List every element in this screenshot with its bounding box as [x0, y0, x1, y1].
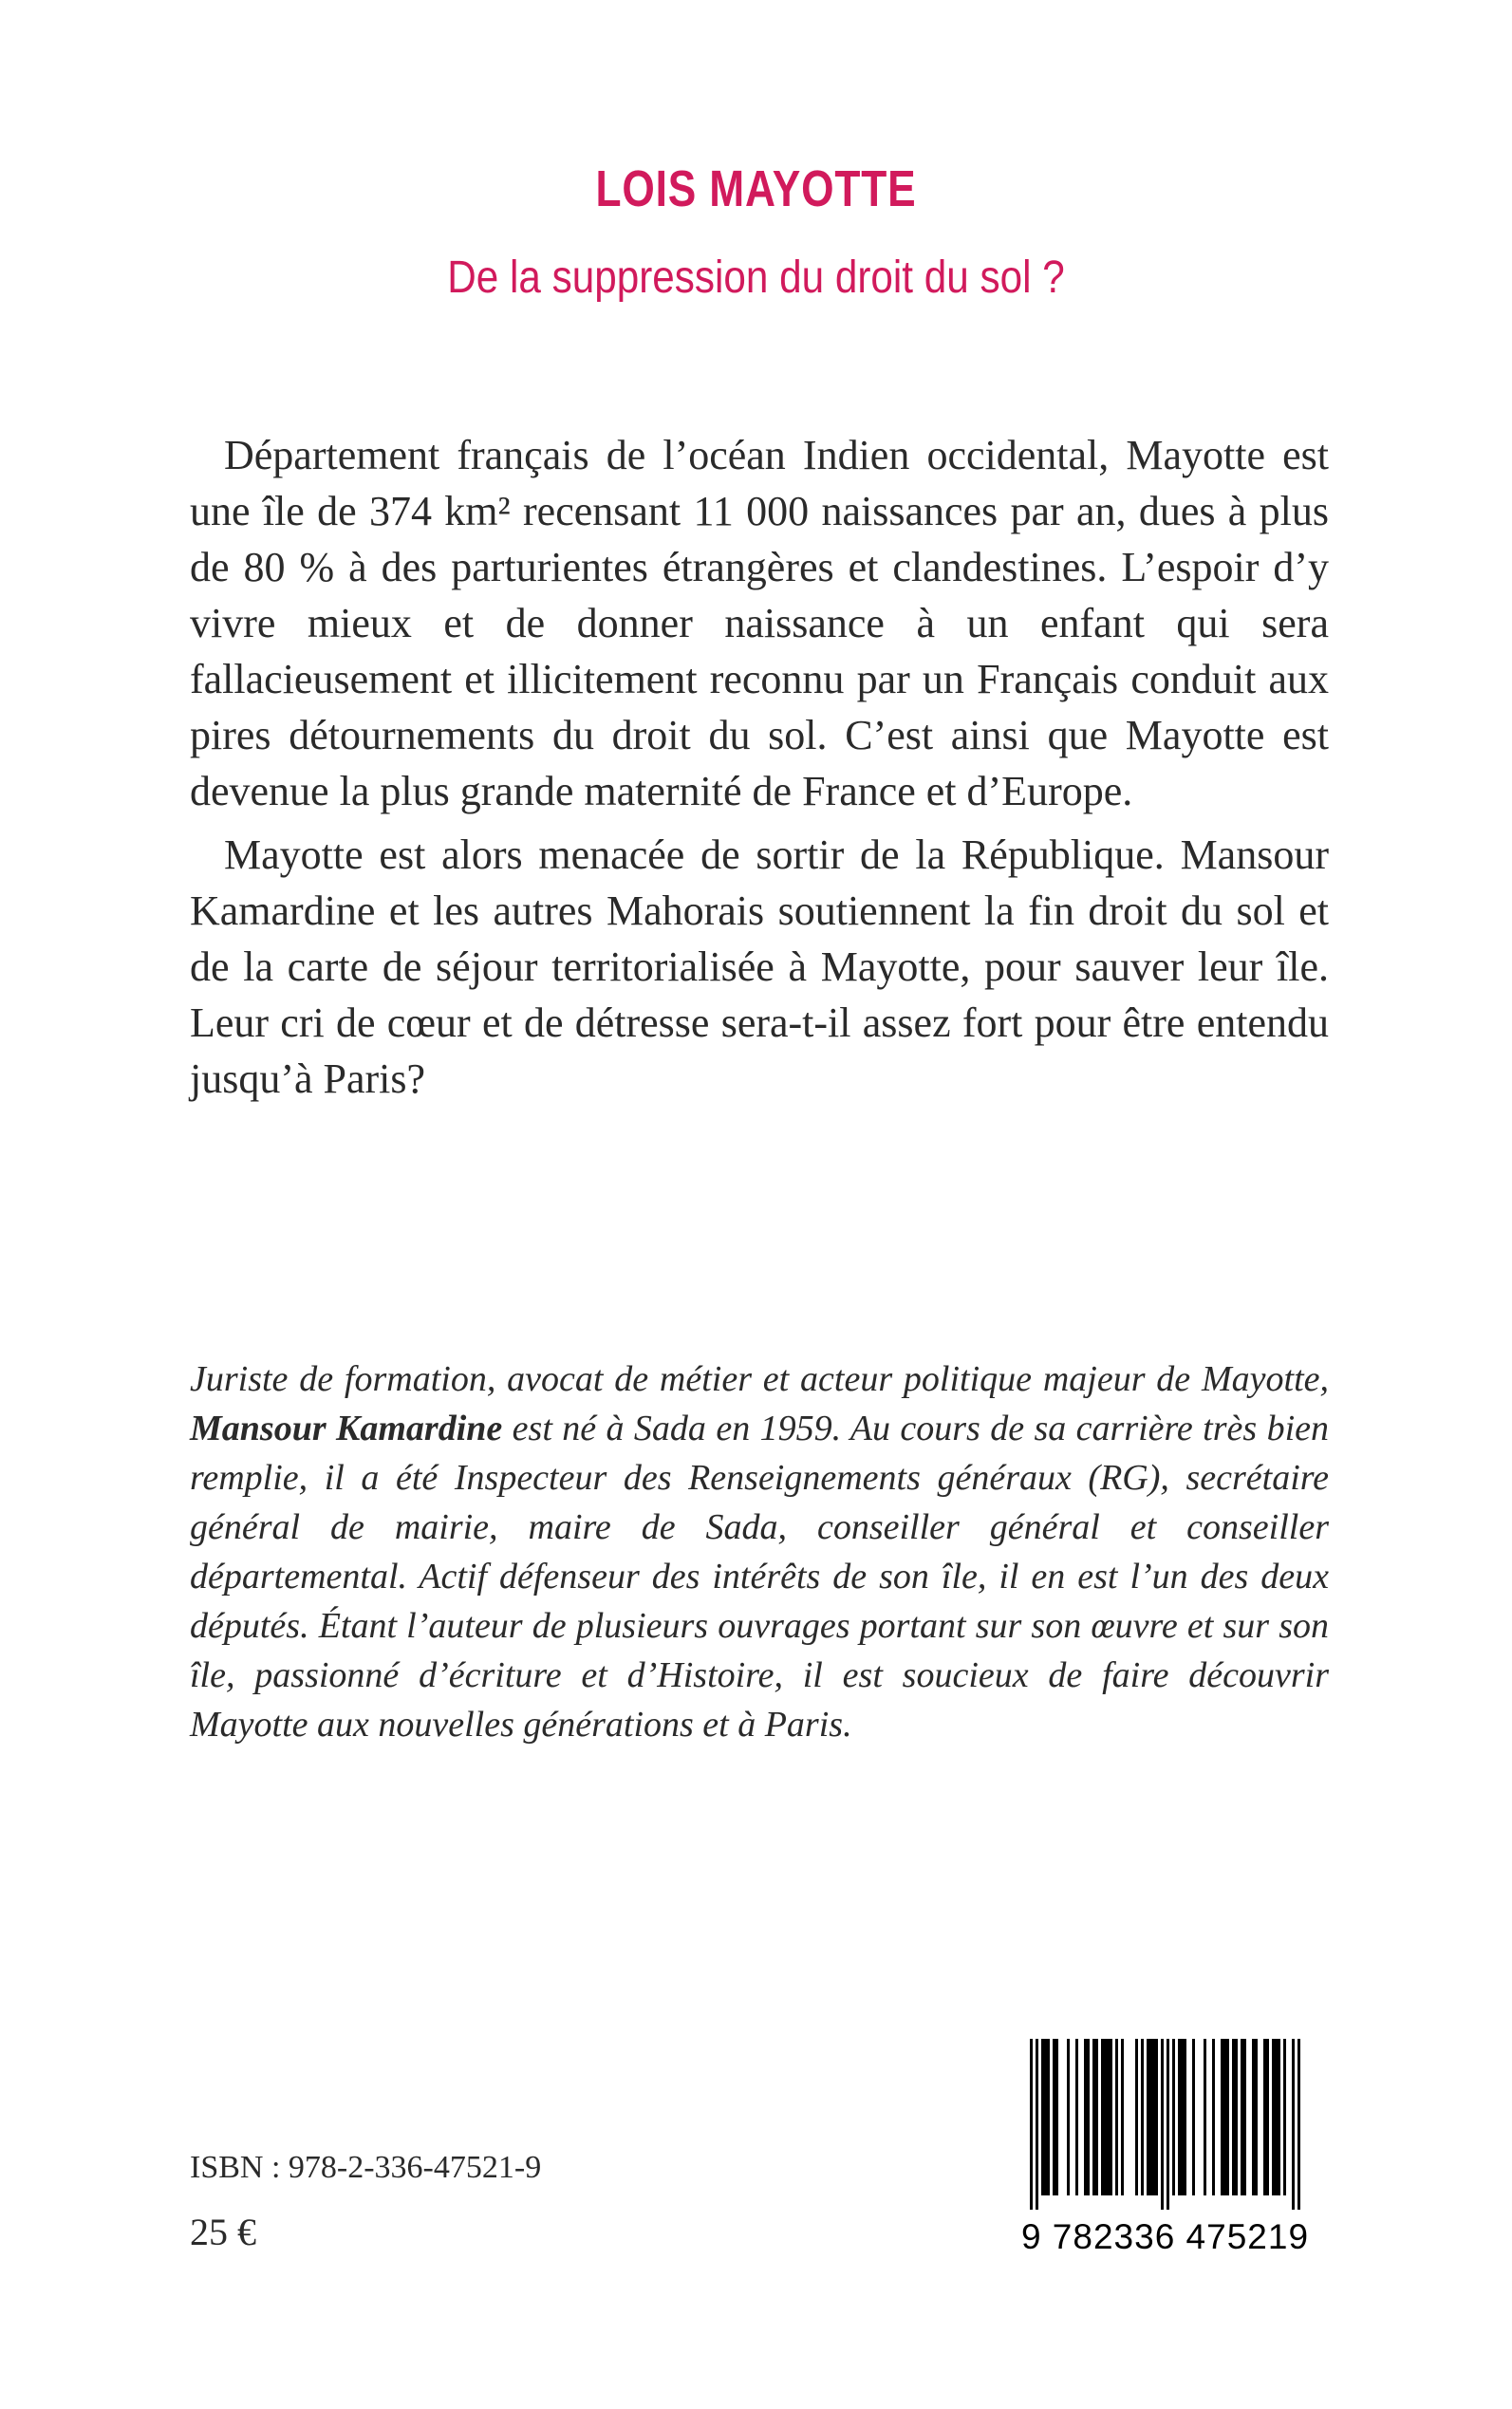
barcode-bar — [1272, 2039, 1275, 2195]
back-cover-summary — [190, 427, 1329, 1107]
barcode-bar — [1212, 2039, 1215, 2195]
bio-text: est né à Sada en 1959. Au cours de sa carrière très bien remplie, il a été Inspecteur des Renseignements généraux (RG), secrétaire général de mairie, maire de Sada, conseiller général et conseiller départemental. Actif défenseur des intérêts de son île, il en est l’un des deux députés. Étant l’auteur de plusieurs ouvrages portant sur son œuvre et sur son île, passionné d’écriture et d’Histoire, il est soucieux de faire découvrir Mayotte aux nouvelles générations et à Paris. — [190, 1409, 1329, 1745]
barcode-bars — [1001, 2039, 1329, 2210]
barcode-bar — [1243, 2039, 1246, 2195]
barcode-bar — [1223, 2039, 1226, 2195]
barcode-bar — [1075, 2039, 1078, 2195]
barcode-bar — [1297, 2039, 1300, 2210]
barcode-bar — [1121, 2039, 1124, 2195]
barcode-bar — [1184, 2039, 1186, 2195]
barcode-bar — [1181, 2039, 1184, 2195]
barcode-bar — [1087, 2039, 1090, 2195]
barcode-bar — [1047, 2039, 1050, 2195]
barcode-bar — [1141, 2039, 1144, 2195]
barcode — [1001, 2039, 1329, 2267]
barcode-bar — [1167, 2039, 1169, 2210]
barcode-bar — [1263, 2039, 1266, 2195]
barcode-bar — [1147, 2039, 1149, 2195]
barcode-bar — [1192, 2039, 1195, 2195]
barcode-bar — [1107, 2039, 1110, 2195]
barcode-bar — [1067, 2039, 1070, 2195]
barcode-bar — [1152, 2039, 1155, 2195]
barcode-bar — [1104, 2039, 1107, 2195]
barcode-bar — [1255, 2039, 1258, 2195]
barcode-bar — [1283, 2039, 1286, 2195]
barcode-bar — [1252, 2039, 1255, 2195]
barcode-bar — [1278, 2039, 1280, 2195]
barcode-bar — [1030, 2039, 1033, 2210]
barcode-bar — [1241, 2039, 1243, 2195]
barcode-bar — [1084, 2039, 1087, 2195]
price-label: 25 € — [190, 2211, 256, 2253]
bio-intro: Juriste de formation, avocat de métier et acteur politique majeur de Mayotte, — [190, 1359, 1329, 1399]
barcode-bar — [1275, 2039, 1278, 2195]
barcode-bar — [1044, 2039, 1047, 2195]
barcode-bar — [1204, 2039, 1206, 2195]
book-title: LOIS MAYOTTE — [595, 160, 917, 217]
barcode-bar — [1235, 2039, 1238, 2195]
barcode-bar — [1178, 2039, 1181, 2195]
book-subtitle: De la suppression du droit du sol ? — [447, 252, 1065, 303]
barcode-bar — [1161, 2039, 1164, 2210]
barcode-bar — [1115, 2039, 1118, 2195]
barcode-bar — [1172, 2039, 1175, 2195]
barcode-bar — [1155, 2039, 1158, 2195]
barcode-bar — [1041, 2039, 1044, 2195]
barcode-bar — [1095, 2039, 1098, 2195]
isbn-label: ISBN : 978-2-336-47521-9 — [190, 2150, 542, 2185]
barcode-bar — [1149, 2039, 1152, 2195]
barcode-bar — [1092, 2039, 1095, 2195]
author-name: Mansour Kamardine — [190, 1409, 503, 1448]
barcode-bar — [1055, 2039, 1058, 2195]
barcode-bar — [1053, 2039, 1055, 2195]
barcode-digits: 9 782336 475219 — [1020, 2217, 1310, 2256]
barcode-bar — [1036, 2039, 1038, 2210]
summary-paragraph: Département français de l’océan Indien occidental, Mayotte est une île de 374 km² recensant 11 000 naissances par an, dues à plus de 80 % à des parturientes étrangères et clandestines. L’espoir d’y vivre mieux et de donner naissance à un enfant qui sera fallacieusement et illicitement reconnu par un Français conduit aux pires détournements du droit du sol. C’est ainsi que Mayotte est devenue la plus grande maternité de France et d’Europe. — [190, 432, 1329, 814]
barcode-bar — [1292, 2039, 1295, 2210]
barcode-bar — [1110, 2039, 1112, 2195]
barcode-bar — [1101, 2039, 1104, 2195]
barcode-bar — [1232, 2039, 1235, 2195]
author-biography — [190, 1354, 1329, 1749]
barcode-bar — [1226, 2039, 1229, 2195]
barcode-bar — [1221, 2039, 1223, 2195]
barcode-bar — [1135, 2039, 1138, 2195]
summary-paragraph: Mayotte est alors menacée de sortir de la République. Mansour Kamardine et les autres Mahorais soutiennent la fin droit du sol et de la carte de séjour territorialisée à Mayotte, pour sauver leur île. Leur cri de cœur et de détresse sera-t-il assez fort pour être entendu jusqu’à Paris? — [190, 831, 1329, 1102]
barcode-bar — [1266, 2039, 1269, 2195]
